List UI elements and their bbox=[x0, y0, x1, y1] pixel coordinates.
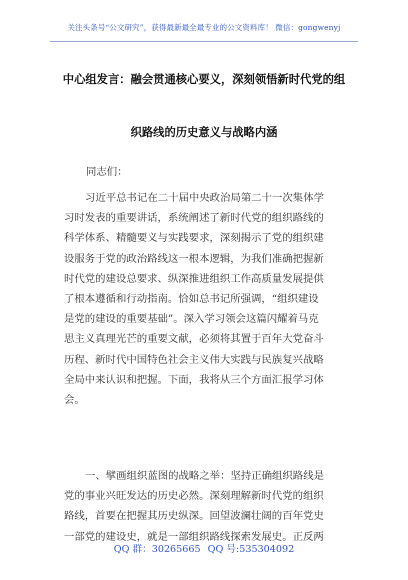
paragraph-1-line: 时代党的建设总要求、纵深推进组织工作高质量发展提供 bbox=[64, 272, 324, 285]
paragraph-1-line: 了根本遵循和行动指南。恰如总书记所强调，“组织建设 bbox=[64, 293, 319, 306]
paragraph-2-line: 路线，首要在把握其历史纵深。回望波澜壮阔的百年党史 bbox=[64, 510, 324, 523]
paragraph-1-line: 会。 bbox=[64, 394, 85, 407]
document-title-line-2: 织路线的历史意义与战略内涵 bbox=[130, 125, 278, 139]
paragraph-1-line: 设服务于党的政治路线这一根本逻辑，为我们准确把握新 bbox=[64, 252, 324, 265]
header-promo-note: 关注头条号“公文研究”，获得最新最全最专业的公文资料库！ 微信：gongwenyj bbox=[67, 23, 341, 32]
footer-qq-group: QQ 群：30265665 bbox=[113, 544, 201, 555]
paragraph-2-line: 一部党的建设史，就是一部组织路线探索发展史。正反两 bbox=[64, 530, 324, 543]
salutation: 同志们： bbox=[86, 166, 128, 178]
paragraph-1-line: 习时发表的重要讲话，系统阐述了新时代党的组织路线的 bbox=[64, 212, 324, 225]
paragraph-1 bbox=[64, 188, 352, 410]
paragraph-1-line: 历程、新时代中国特色社会主义伟大实践与民族复兴战略 bbox=[64, 353, 324, 366]
footer-qq-number: QQ 号:535304092 bbox=[207, 544, 295, 555]
paragraph-1-line: 全局中来认识和把握。下面，我将从三个方面汇报学习体 bbox=[64, 373, 324, 386]
document-title-line-1: 中心组发言：融会贯通核心要义，深刻领悟新时代党的组 bbox=[62, 72, 346, 86]
paragraph-2-line: 党的事业兴旺发达的历史必然。深刻理解新时代党的组织 bbox=[64, 490, 324, 503]
footer-contact bbox=[0, 541, 408, 555]
paragraph-1-line: 科学体系、精髓要义与实践要求，深刻揭示了党的组织建 bbox=[64, 232, 324, 245]
paragraph-1-line: 是党的建设的重要基础”。深入学习领会这篇闪耀着马克 bbox=[64, 313, 319, 326]
header-divider bbox=[50, 41, 358, 42]
paragraph-1-line: 习近平总书记在二十届中央政治局第二十一次集体学 bbox=[85, 192, 324, 204]
paragraph-2 bbox=[64, 466, 352, 547]
paragraph-2-line: 一、擘画组织蓝图的战略之举：坚持正确组织路线是 bbox=[85, 470, 324, 482]
paragraph-1-line: 思主义真理光芒的重要文献，必须将其置于百年大党奋斗 bbox=[64, 333, 324, 346]
